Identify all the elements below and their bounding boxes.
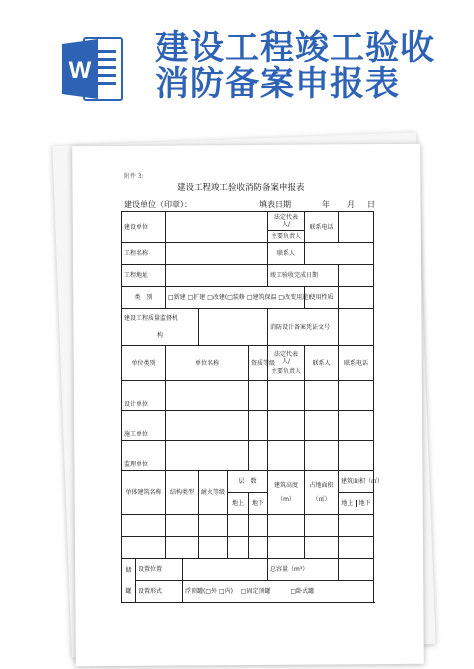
height-header-unit: （m） [277,496,295,503]
form-title: 建设工程竣工验收消防备案申报表 [177,183,305,193]
fire-design-doc-label: 消防设计备案凭证文号 [268,309,339,346]
table-row [122,441,374,471]
contact-phone-value[interactable] [339,212,374,243]
tank-capacity-value[interactable] [339,559,374,581]
design-unit-contact[interactable] [305,381,339,411]
design-unit-legal-rep[interactable] [268,381,305,411]
tank-capacity-label: 总容量（m³） [268,559,339,581]
footprint-header-unit: （㎡） [312,496,331,503]
legal-rep-line1: 法定代表人/ [274,214,299,228]
application-form-table [121,211,384,603]
fire-rating-cell[interactable] [199,515,228,537]
category-insulation-checkbox[interactable]: □建筑保温 [246,294,277,301]
area-cell[interactable] [339,537,374,559]
fire-rating-cell[interactable] [199,537,228,559]
area-below-header: 地下 [358,500,371,507]
design-unit-label: 设计单位 [122,381,166,411]
floors-above-cell[interactable] [228,537,249,559]
word-document-icon [62,36,124,102]
floors-below-header: 地下 [249,493,268,515]
category-modify-checkbox[interactable]: □改建(□装修 [207,294,245,301]
contact-phone-header: 联系电话 [339,346,374,381]
category-new-checkbox[interactable]: □新建 [168,294,186,301]
construction-unit-label: 施工单位 [122,411,166,441]
design-unit-qualification[interactable] [249,381,268,411]
area-split-header [339,493,374,515]
unit-name-header: 单位名称 [166,346,249,381]
contact-person-label: 联系人 [268,243,305,265]
category-extend-checkbox[interactable]: □扩建 [187,294,206,301]
category-usage-change-checkbox[interactable]: □改变用途) [278,294,311,301]
project-name-value[interactable] [166,243,268,265]
structure-type-cell[interactable] [166,515,199,537]
floors-above-cell[interactable] [228,515,249,537]
contact-person-header: 联系人 [305,346,339,381]
supervision-unit-label: 监理单位 [122,441,166,471]
storage-tank-char2: 罐 [125,587,132,595]
height-cell[interactable] [268,537,305,559]
fill-date-label: 填表日期 [259,200,291,209]
completion-date-label: 竣工验收完成日期 [268,265,339,287]
table-row [122,515,374,537]
banner-title: 建设工程竣工验收 消防备案申报表 [155,28,435,104]
principal-line2: 主要负责人 [268,230,304,240]
table-row [122,287,374,309]
table-row [122,309,374,346]
fire-design-doc-value[interactable] [339,309,374,346]
quality-org-value[interactable] [199,309,268,346]
structure-type-header: 结构类型 [166,471,199,515]
storage-tank-label [122,559,136,603]
design-unit-phone[interactable] [339,381,374,411]
project-address-value[interactable] [166,265,268,287]
supervision-unit-legal-rep[interactable] [268,441,305,471]
construction-unit-name[interactable] [166,411,249,441]
project-address-label: 工程地址 [122,265,166,287]
attachment-label: 附件 3: [124,173,144,180]
legal-rep-header-line2: 主要负责人 [271,368,302,375]
construction-unit-contact[interactable] [305,411,339,441]
building-name-cell[interactable] [122,515,166,537]
fire-rating-header: 耐火等级 [199,471,228,515]
qualification-header: 资质等级 [249,346,268,381]
footprint-cell[interactable] [305,515,339,537]
building-name-cell[interactable] [122,537,166,559]
usage-value[interactable] [339,287,374,309]
builder-seal-label: 建设单位（印章）： [124,200,192,209]
year-label: 年 [322,200,330,209]
unit-type-header: 单位类别 [122,346,166,381]
category-label: 类 别 [122,287,166,309]
supervision-unit-phone[interactable] [339,441,374,471]
table-row [122,537,374,559]
footprint-header [305,471,339,515]
supervision-unit-contact[interactable] [305,441,339,471]
floors-below-cell[interactable] [249,537,268,559]
table-row [122,581,374,603]
floors-above-header: 地上 [228,493,249,515]
table-row [122,212,374,243]
footprint-header-line1: 占地面积 [309,482,334,489]
height-cell[interactable] [268,515,305,537]
table-row [122,411,374,441]
tank-location-label: 设置位置 [136,559,183,581]
completion-date-value[interactable] [339,265,374,287]
design-unit-name[interactable] [166,381,249,411]
usage-label: 使用性质 [305,287,339,309]
builder-value[interactable] [166,212,268,243]
horizontal-tank-checkbox[interactable]: □卧式罐 [290,588,315,595]
supervision-unit-qualification[interactable] [249,441,268,471]
table-row [122,346,374,381]
builder-label: 建设单位 [122,212,166,243]
fixed-roof-checkbox[interactable]: □固定顶罐 [240,588,271,595]
contact-phone-label: 联系电话 [305,212,339,243]
project-name-label: 工程名称 [122,243,166,265]
area-above-header: 地上 [339,500,356,507]
month-label: 月 [347,200,355,209]
building-name-header: 单体建筑名称 [122,471,166,515]
tank-setup-options [183,581,374,603]
word-letter: W [68,57,92,84]
quality-org-line2: 构 [157,332,164,339]
tank-setup-label: 设置形式 [136,581,183,603]
floating-roof-checkbox[interactable]: 浮顶罐(□外 [185,588,218,595]
table-row [122,471,374,493]
storage-tank-char1: 储 [125,566,132,574]
building-area-header: 建筑面积（㎡） [339,471,374,493]
construction-unit-legal-rep[interactable] [268,411,305,441]
area-cell[interactable] [339,515,374,537]
table-row [122,265,374,287]
table-row [122,559,374,581]
legal-rep-label [268,212,305,243]
footprint-cell[interactable] [305,537,339,559]
tank-location-value[interactable] [183,559,268,581]
height-header-line1: 建筑高度 [274,482,299,489]
inner-checkbox[interactable]: □内) [218,588,233,595]
table-row [122,243,374,265]
floors-header: 层 数 [228,471,268,493]
floors-below-cell[interactable] [249,515,268,537]
table-row [122,381,374,411]
category-options [166,287,311,309]
day-label: 日 [367,200,375,209]
structure-type-cell[interactable] [166,537,199,559]
construction-unit-qualification[interactable] [249,411,268,441]
supervision-unit-name[interactable] [166,441,249,471]
construction-unit-phone[interactable] [339,411,374,441]
quality-org-label [122,309,199,346]
height-header [268,471,305,515]
quality-org-line1: 建设工程质量监督机 [124,315,179,322]
legal-rep-header-line1: 法定代表人/ [274,351,299,365]
contact-person-value[interactable] [305,243,374,265]
